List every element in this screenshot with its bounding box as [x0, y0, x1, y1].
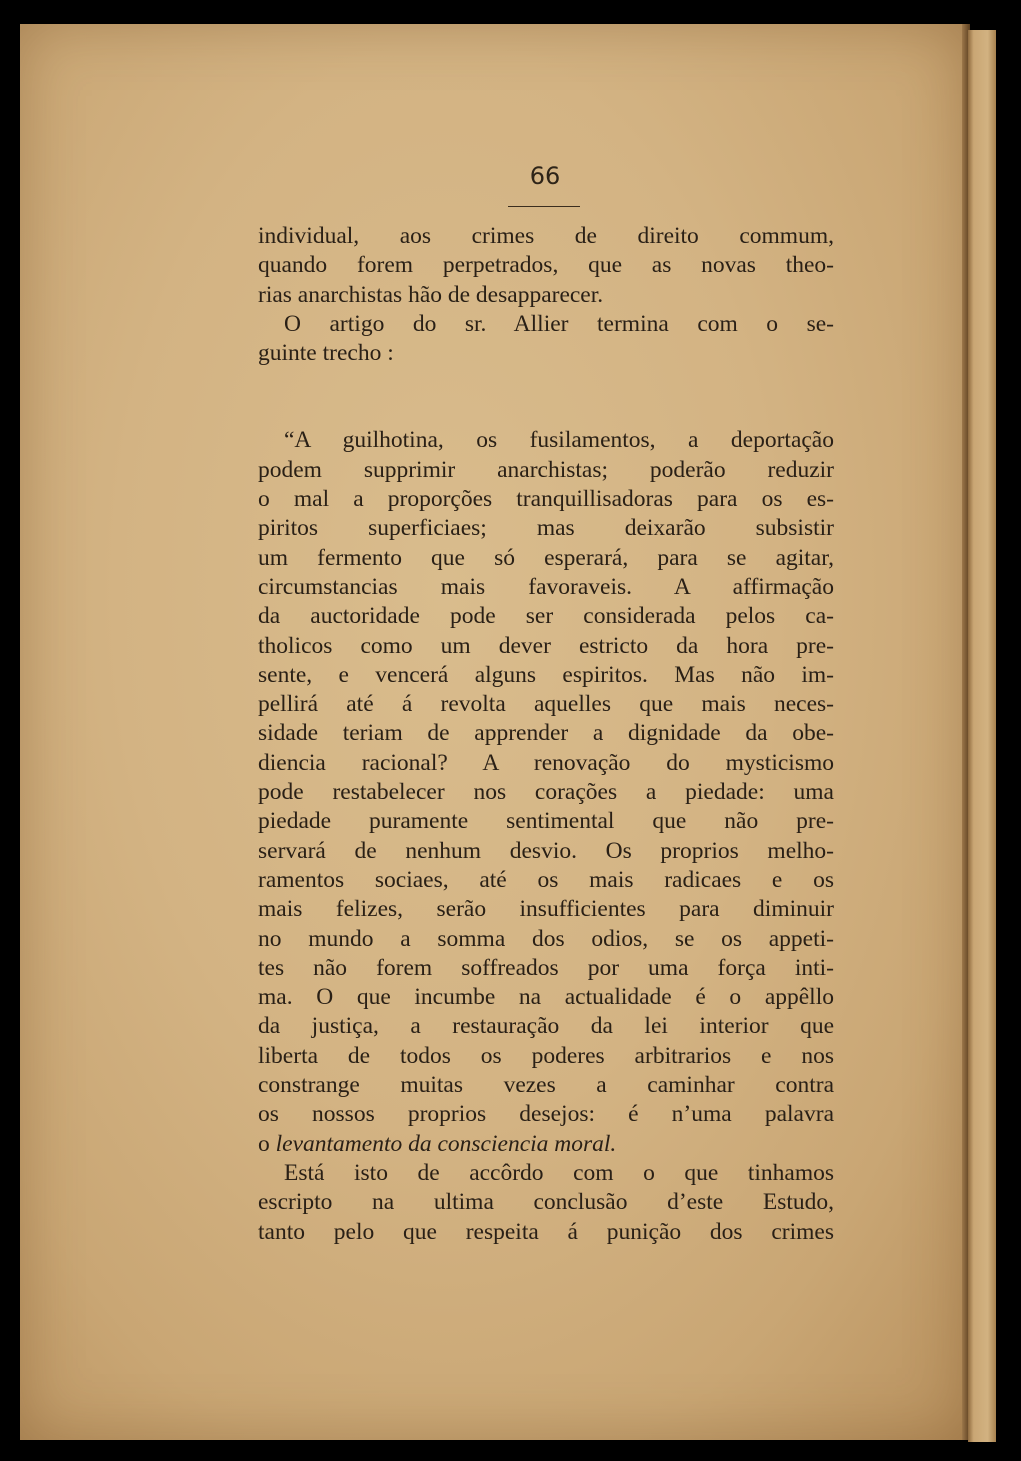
- quote-closing-prefix: o: [258, 1130, 276, 1157]
- text-line: podem supprimir anarchistas; poderão reduzir: [258, 456, 834, 483]
- text-line: no mundo a somma dos odios, se os appeti-: [258, 925, 834, 952]
- text-line: diencia racional? A renovação do mysticismo: [258, 749, 834, 776]
- text-line: piritos superficiaes; mas deixarão subsistir: [258, 515, 834, 542]
- text-line: pode restabelecer nos corações a piedade: uma: [258, 779, 834, 806]
- text-line: piedade puramente sentimental que não pre-: [258, 808, 834, 835]
- paragraph-gap: [258, 368, 834, 426]
- text-line: liberta de todos os poderes arbitrarios e nos: [258, 1042, 834, 1069]
- text-line: tholicos como um dever estricto da hora pre-: [258, 632, 834, 659]
- paragraph-2: [258, 310, 834, 369]
- text-line: constrange muitas vezes a caminhar contra: [258, 1072, 834, 1099]
- quotation: [258, 426, 834, 1158]
- text-line: escripto na ultima conclusão d’este Estudo,: [258, 1189, 834, 1216]
- text-line: os nossos proprios desejos: é n’uma palavra: [258, 1101, 834, 1128]
- text-line: rias anarchistas hão de desapparecer.: [258, 281, 604, 308]
- text-line: o mal a proporções tranquillisadoras para os es-: [258, 486, 834, 513]
- quote-closing-line: [258, 1130, 834, 1159]
- text-line: mais felizes, serão insufficientes para diminuir: [258, 896, 834, 923]
- quote-emphasis: levantamento da consciencia moral.: [275, 1130, 617, 1157]
- text-line: individual, aos crimes de direito commum,: [258, 223, 834, 249]
- text-line: Está isto de accôrdo com o que tinhamos: [284, 1159, 834, 1186]
- text-line: quando forem perpetrados, que as novas theo-: [258, 252, 834, 279]
- text-line: ma. O que incumbe na actualidade é o appêllo: [258, 984, 834, 1011]
- paragraph-1: [258, 222, 834, 310]
- text-line: tes não forem soffreados por uma força inti-: [258, 954, 834, 981]
- paragraph-3: [258, 1159, 834, 1247]
- page-number-rule: [508, 206, 580, 207]
- body-text: [258, 222, 834, 1247]
- text-line: da auctoridade pode ser considerada pelos ca-: [258, 603, 834, 630]
- text-line: servará de nenhum desvio. Os proprios melho-: [258, 837, 834, 864]
- adjacent-page-edge: [968, 30, 996, 1442]
- text-line: O artigo do sr. Allier termina com o se-: [284, 310, 834, 337]
- text-line: tanto pelo que respeita á punição dos crimes: [258, 1218, 834, 1245]
- page-number: 66: [529, 162, 561, 190]
- text-line: “A guilhotina, os fusilamentos, a deportação: [284, 427, 834, 454]
- text-line: circumstancias mais favoraveis. A affirmação: [258, 573, 834, 600]
- text-line: um fermento que só esperará, para se agitar,: [258, 544, 834, 571]
- text-line: guinte trecho :: [258, 340, 394, 367]
- text-line: pellirá até á revolta aquelles que mais neces-: [258, 691, 834, 718]
- text-line: da justiça, a restauração da lei interior que: [258, 1013, 834, 1040]
- text-line: sidade teriam de apprender a dignidade da obe-: [258, 720, 834, 747]
- text-line: ramentos sociaes, até os mais radicaes e os: [258, 866, 834, 893]
- text-line: sente, e vencerá alguns espiritos. Mas não im-: [258, 661, 834, 688]
